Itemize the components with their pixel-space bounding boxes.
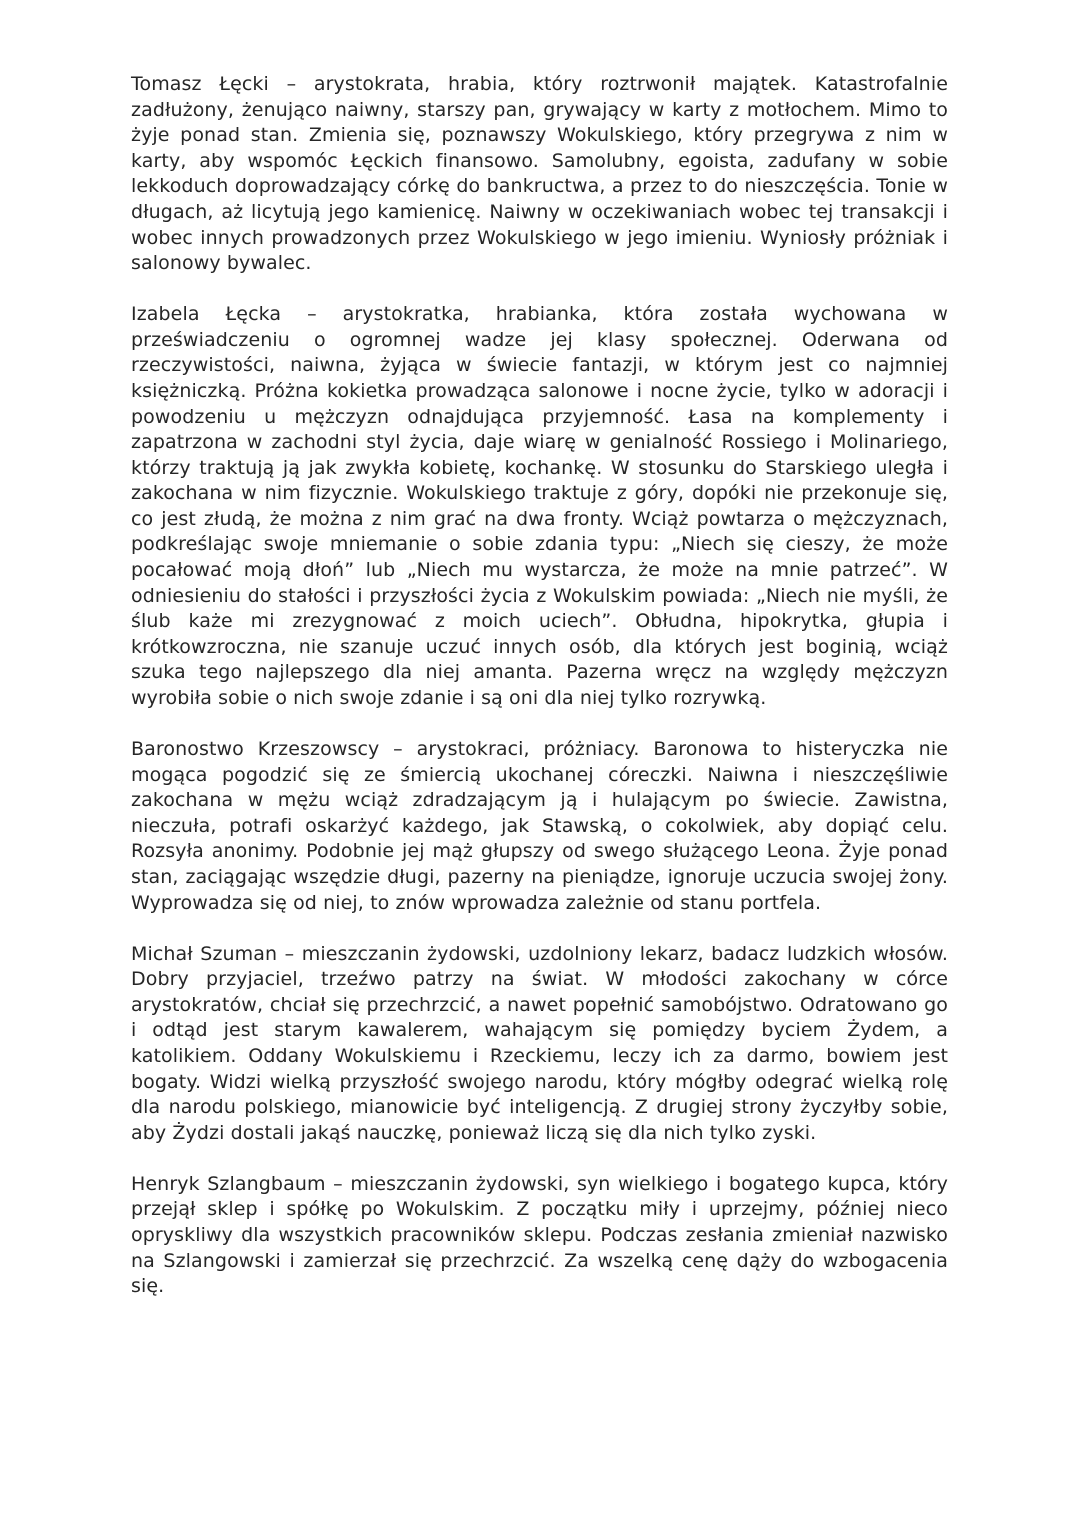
paragraph-henryk-szlangbaum: Henryk Szlangbaum – mieszczanin żydowski, syn wielkiego i bogatego kupca, który przejął sklep i spółkę po Wokulskim. Z początku miły i uprzejmy, później nieco opryskliwy dla wszystkich pracowników sklepu. Podczas zesłania zmieniał nazwisko na Szlangowski i zamierzał się przechrzcić. Za wszelką cenę dąży do wzbogacenia się. <box>131 1172 948 1298</box>
paragraph-tomasz-lecki: Tomasz Łęcki – arystokrata, hrabia, który roztrwonił majątek. Katastrofalnie zadłużony, żenująco naiwny, starszy pan, grywający w karty z motłochem. Mimo to żyje ponad stan. Zmienia się, poznawszy Wokulskiego, który przegrywa z nim w karty, aby wspomóc Łęckich finansowo. Samolubny, egoista, zadufany w sobie lekkoduch doprowadzający córkę do bankructwa, a przez to do nieszczęścia. Tonie w długach, aż licytują jego kamienicę. Naiwny w oczekiwaniach wobec tej transakcji i wobec innych prowadzonych przez Wokulskiego w jego imieniu. Wyniosły próżniak i salonowy bywalec. <box>131 73 948 275</box>
paragraph-baronostwo-krzeszowscy: Baronostwo Krzeszowscy – arystokraci, próżniacy. Baronowa to histeryczka nie mogąca pogodzić się ze śmiercią ukochanej córeczki. Naiwna i nieszczęśliwie zakochana w mężu wciąż zdradzającym ją i hulającym po świecie. Zawistna, nieczuła, potrafi oskarżyć każdego, jak Stawską, o cokolwiek, aby dopiąć celu. Rozsyła anonimy. Podobnie jej mąż głupszy od swego służącego Leona. Żyje ponad stan, zaciągając wszędzie długi, pazerny na pieniądze, ignoruje uczucia swojej żony. Wyprowadza się od niej, to znów wprowadza zależnie od stanu portfela. <box>131 738 948 914</box>
paragraph-izabela-lecka: Izabela Łęcka – arystokratka, hrabianka, która została wychowana w przeświadczeniu o ogromnej wadze jej klasy społecznej. Oderwana od rzeczywistości, naiwna, żyjąca w świecie fantazji, w którym jest co najmniej księżniczką. Próżna kokietka prowadząca salonowe i nocne życie, tylko w adoracji i powodzeniu u mężczyzn odnajdująca przyjemność. Łasa na komplementy i zapatrzona w zachodni styl życia, daje wiarę w genialność Rossiego i Molinariego, którzy traktują ją jak zwykła kobietę, kochankę. W stosunku do Starskiego uległa i zakochana w nim fizycznie. Wokulskiego traktuje z góry, dopóki nie przekonuje się, co jest złudą, że można z nim grać na dwa fronty. Wciąż powtarza o mężczyznach, podkreślając swoje mniemanie o sobie zdania typu: „Niech się cieszy, że może pocałować moją dłoń” lub „Niech mu wystarcza, że może na mnie patrzeć”. W odniesieniu do stałości i przyszłości życia z Wokulskim powiada: „Niech nie myśli, że ślub każe mi zrezygnować z moich uciech”. Obłudna, hipokrytka, głupia i krótkowzroczna, nie szanuje uczuć innych osób, dla których jest boginią, wciąż szuka tego najlepszego dla niej amanta. Pazerna wręcz na względy mężczyzn wyrobiła sobie o nich swoje zdanie i są oni dla niej tylko rozrywką. <box>131 303 948 710</box>
document-page <box>131 72 948 1325</box>
paragraph-michal-szuman: Michał Szuman – mieszczanin żydowski, uzdolniony lekarz, badacz ludzkich włosów. Dobry przyjaciel, trzeźwo patrzy na świat. W młodości zakochany w córce arystokratów, chciał się przechrzcić, a nawet popełnić samobójstwo. Odratowano go i odtąd jest starym kawalerem, wahającym się pomiędzy byciem Żydem, a katolikiem. Oddany Wokulskiemu i Rzeckiemu, leczy ich za darmo, bowiem jest bogaty. Widzi wielką przyszłość swojego narodu, który mógłby odegrać wielką rolę dla narodu polskiego, mianowicie być inteligencją. Z drugiej strony życzyłby sobie, aby Żydzi dostali jakąś nauczkę, ponieważ liczą się dla nich tylko zyski. <box>131 942 948 1144</box>
